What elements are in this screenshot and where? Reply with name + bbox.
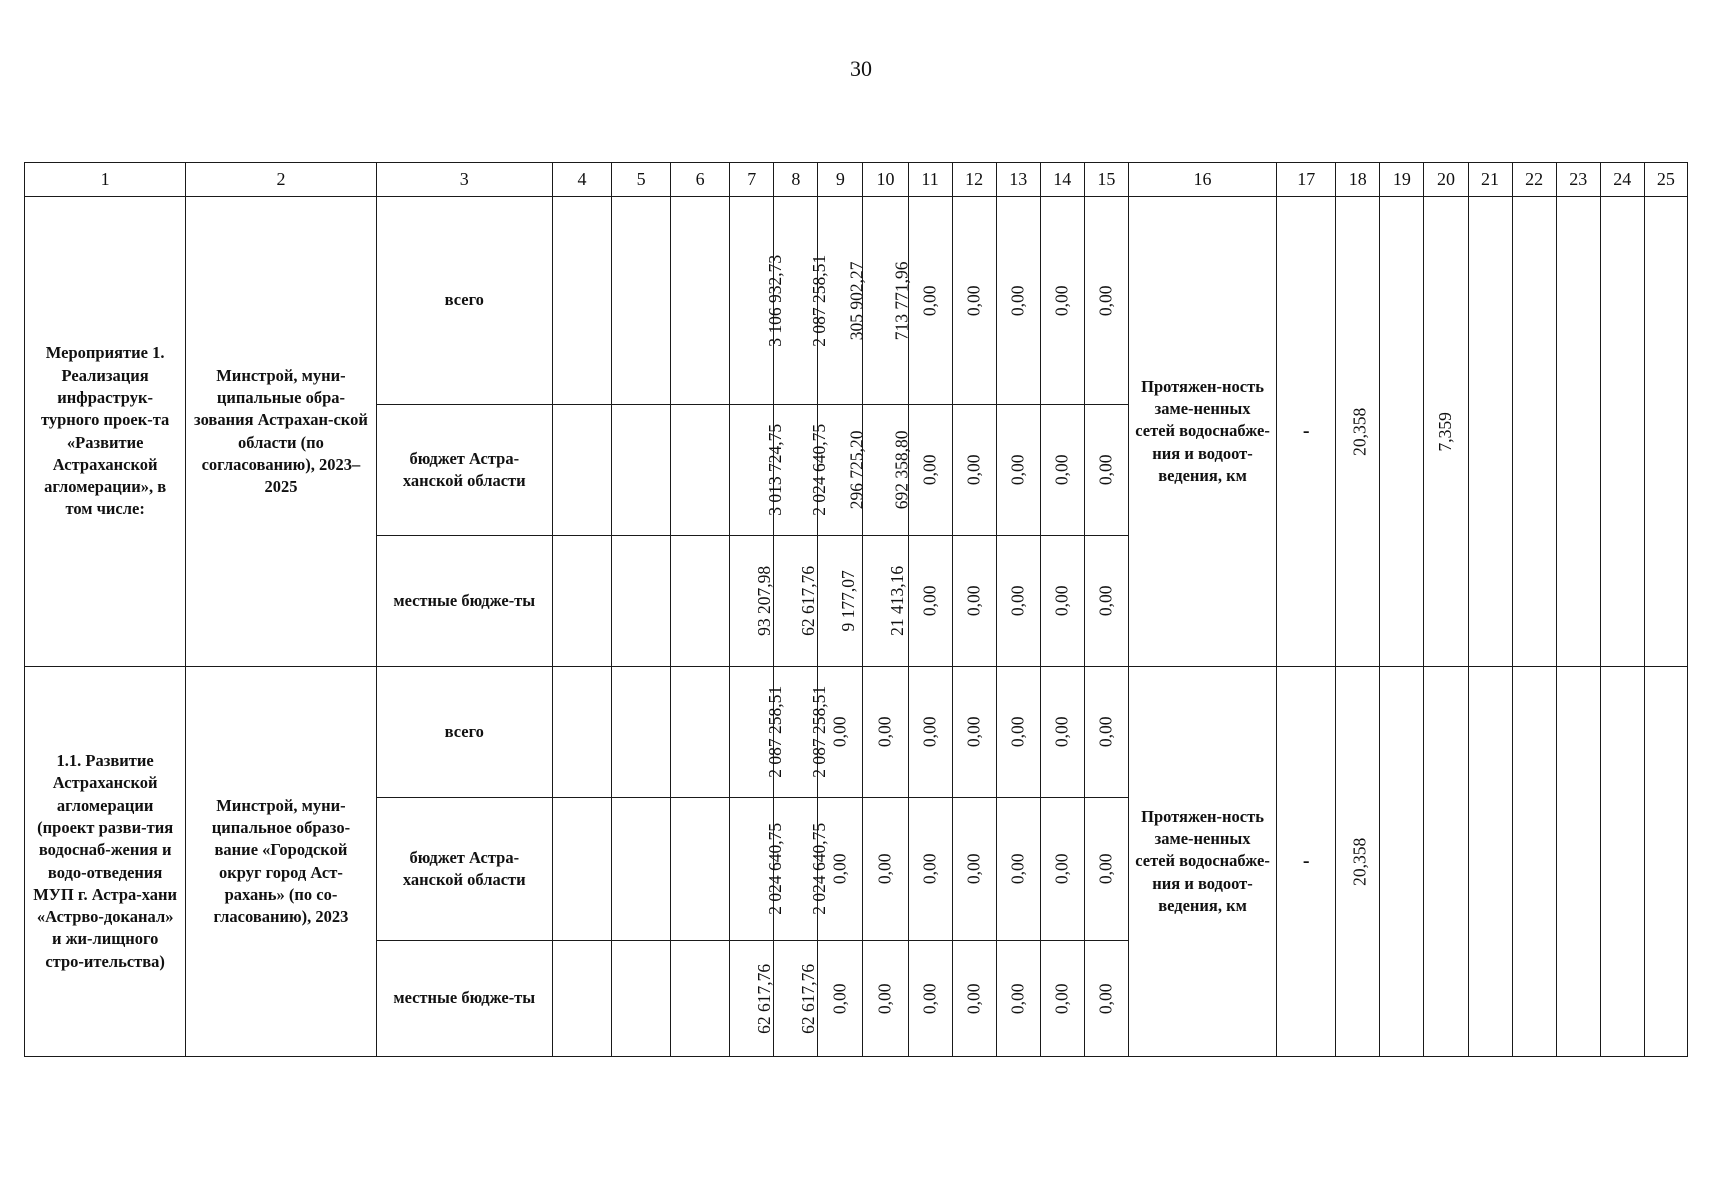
value-cell-text: 296 725,20 (846, 430, 867, 510)
value-cell (730, 667, 786, 798)
empty-cell (1512, 667, 1556, 1057)
col18-cell-text: 20,358 (1349, 407, 1370, 456)
value-cell-text: 0,00 (874, 853, 895, 885)
executor-cell: Минстрой, муни-ципальное образо-вание «Городской округ город Аст-рахань» (по со-гласованию), 2023 (186, 667, 376, 1057)
value-cell (996, 941, 1040, 1057)
value-cell (863, 405, 912, 536)
funding-source-cell: местные бюдже-ты (376, 536, 552, 667)
header-cell: 6 (671, 163, 730, 197)
value-cell (863, 941, 908, 1057)
header-row (25, 163, 1688, 197)
empty-cell (612, 405, 671, 536)
funding-source-cell: бюджет Астра-ханской области (376, 405, 552, 536)
value-cell (908, 405, 952, 536)
value-cell-text: 0,00 (1051, 716, 1072, 748)
value-cell-text: 0,00 (963, 716, 984, 748)
col20-cell (1424, 667, 1468, 1057)
empty-cell (1556, 667, 1600, 1057)
value-cell-text: 0,00 (1007, 853, 1028, 885)
value-cell-text: 0,00 (1095, 716, 1116, 748)
value-cell (863, 667, 908, 798)
value-cell-text: 0,00 (1007, 285, 1028, 316)
value-cell (908, 941, 952, 1057)
header-cell: 14 (1040, 163, 1084, 197)
value-cell (908, 667, 952, 798)
empty-cell (671, 197, 730, 405)
value-cell (1084, 536, 1128, 667)
empty-cell (552, 667, 611, 798)
empty-cell (612, 197, 671, 405)
table-row (25, 197, 1688, 405)
empty-cell (612, 941, 671, 1057)
value-cell (863, 536, 908, 667)
executor-cell: Минстрой, муни-ципальные обра-зования Астрахан-ской области (по согласованию), 2023–2025 (186, 197, 376, 667)
value-cell (996, 667, 1040, 798)
value-cell (818, 536, 863, 667)
value-cell (996, 405, 1040, 536)
header-cell: 5 (612, 163, 671, 197)
header-cell: 16 (1128, 163, 1276, 197)
value-cell (730, 197, 786, 405)
header-cell: 2 (186, 163, 376, 197)
empty-cell (612, 798, 671, 941)
header-cell: 17 (1277, 163, 1336, 197)
table-row (25, 667, 1688, 798)
value-cell-text: 0,00 (874, 716, 895, 748)
col20-cell (1424, 197, 1468, 667)
value-cell-text: 0,00 (963, 585, 984, 617)
value-cell (818, 941, 863, 1057)
value-cell-text: 0,00 (919, 285, 940, 316)
value-cell (774, 941, 818, 1057)
value-cell (730, 536, 774, 667)
empty-cell (1468, 197, 1512, 667)
header-cell: 7 (730, 163, 774, 197)
value-cell (1040, 536, 1084, 667)
col20-cell-text: 7,359 (1435, 411, 1456, 452)
value-cell-text: 2 087 258,51 (765, 686, 786, 778)
value-cell-text: 21 413,16 (887, 566, 908, 636)
value-cell (908, 536, 952, 667)
value-cell (1084, 197, 1128, 405)
empty-cell (552, 798, 611, 941)
value-cell-text: 0,00 (963, 454, 984, 486)
empty-cell (612, 536, 671, 667)
value-cell-text: 2 024 640,75 (765, 823, 786, 915)
header-cell: 23 (1556, 163, 1600, 197)
value-cell-text: 0,00 (1051, 454, 1072, 486)
value-cell-text: 0,00 (829, 853, 850, 885)
empty-cell (1512, 197, 1556, 667)
empty-cell (1644, 197, 1687, 667)
value-cell (1040, 667, 1084, 798)
empty-cell (1556, 197, 1600, 667)
value-cell (908, 197, 952, 405)
funding-source-cell: всего (376, 197, 552, 405)
col18-cell-text: 20,358 (1349, 837, 1370, 886)
value-cell (1084, 405, 1128, 536)
value-cell (952, 941, 996, 1057)
header-cell: 3 (376, 163, 552, 197)
page-number: 30 (850, 56, 872, 81)
value-cell-text: 0,00 (919, 716, 940, 748)
value-cell-text: 0,00 (963, 853, 984, 885)
empty-cell (552, 197, 611, 405)
header-cell: 24 (1600, 163, 1644, 197)
value-cell (952, 798, 996, 941)
header-cell: 22 (1512, 163, 1556, 197)
empty-cell (671, 798, 730, 941)
value-cell (952, 667, 996, 798)
header-cell: 25 (1644, 163, 1687, 197)
empty-cell (1600, 197, 1644, 667)
value-cell-text: 0,00 (1007, 716, 1028, 748)
value-cell-text: 0,00 (919, 585, 940, 617)
value-cell-text: 0,00 (919, 853, 940, 885)
col17-cell: - (1277, 197, 1336, 667)
event-cell: 1.1. Развитие Астраханской агломерации (проект разви-тия водоснаб-жения и водо-отведения МУП г. Астра-хани «Астрво-доканал» и жи-лищного стро-ительства) (25, 667, 186, 1057)
value-cell (1040, 798, 1084, 941)
header-cell: 20 (1424, 163, 1468, 197)
empty-cell (552, 405, 611, 536)
indicator-cell: Протяжен-ность заме-ненных сетей водоснабже-ния и водоот-ведения, км (1128, 197, 1276, 667)
value-cell-text: 0,00 (919, 454, 940, 486)
value-cell-text: 2 087 258,51 (809, 254, 830, 347)
value-cell-text: 0,00 (1007, 585, 1028, 617)
header-cell: 12 (952, 163, 996, 197)
value-cell (908, 798, 952, 941)
header-cell: 11 (908, 163, 952, 197)
header-cell: 4 (552, 163, 611, 197)
header-cell: 8 (774, 163, 818, 197)
header-cell: 10 (863, 163, 908, 197)
col19-cell (1380, 197, 1424, 667)
value-cell-text: 9 177,07 (838, 570, 859, 632)
value-cell-text: 0,00 (963, 285, 984, 316)
empty-cell (1644, 667, 1687, 1057)
value-cell (1040, 405, 1084, 536)
empty-cell (671, 536, 730, 667)
empty-cell (671, 667, 730, 798)
value-cell (730, 941, 774, 1057)
value-cell (863, 197, 912, 405)
empty-cell (1468, 667, 1512, 1057)
value-cell-text: 2 024 640,75 (809, 823, 830, 915)
header-cell: 21 (1468, 163, 1512, 197)
value-cell (996, 197, 1040, 405)
value-cell-text: 0,00 (919, 983, 940, 1014)
header-cell: 13 (996, 163, 1040, 197)
value-cell-text: 2 024 640,75 (809, 424, 830, 516)
col19-cell (1380, 667, 1424, 1057)
value-cell-text: 0,00 (874, 983, 895, 1014)
indicator-cell: Протяжен-ность заме-ненных сетей водоснабже-ния и водоот-ведения, км (1128, 667, 1276, 1057)
value-cell-text: 0,00 (1095, 285, 1116, 316)
value-cell-text: 2 087 258,51 (809, 686, 830, 778)
value-cell (730, 405, 786, 536)
col18-cell (1336, 197, 1380, 667)
value-cell-text: 0,00 (1051, 853, 1072, 885)
header-cell: 1 (25, 163, 186, 197)
value-cell-text: 713 771,96 (892, 261, 912, 340)
value-cell (774, 536, 818, 667)
value-cell-text: 62 617,76 (798, 963, 819, 1034)
value-cell-text: 0,00 (1051, 983, 1072, 1014)
value-cell (1084, 941, 1128, 1057)
header-cell: 15 (1084, 163, 1128, 197)
col17-cell: - (1277, 667, 1336, 1057)
value-cell (996, 536, 1040, 667)
event-cell: Мероприятие 1. Реализация инфраструк-турного проек-та «Развитие Астраханской агломерации», в том числе: (25, 197, 186, 667)
value-cell (1040, 197, 1084, 405)
value-cell-text: 0,00 (1095, 454, 1116, 486)
value-cell (863, 798, 908, 941)
value-cell (952, 405, 996, 536)
header-cell: 19 (1380, 163, 1424, 197)
header-cell: 18 (1336, 163, 1380, 197)
value-cell-text: 62 617,76 (798, 566, 819, 636)
empty-cell (552, 941, 611, 1057)
program-table (24, 162, 1688, 1057)
empty-cell (552, 536, 611, 667)
value-cell-text: 0,00 (1051, 285, 1072, 316)
value-cell-text: 93 207,98 (754, 566, 775, 636)
empty-cell (1600, 667, 1644, 1057)
value-cell-text: 3 013 724,75 (765, 424, 786, 516)
value-cell (1084, 798, 1128, 941)
value-cell-text: 0,00 (1051, 585, 1072, 617)
value-cell-text: 0,00 (829, 983, 850, 1014)
value-cell (1084, 667, 1128, 798)
value-cell-text: 3 106 932,73 (765, 254, 786, 347)
value-cell-text: 692 358,80 (892, 430, 912, 510)
value-cell (952, 536, 996, 667)
value-cell-text: 305 902,27 (846, 261, 867, 340)
value-cell (952, 197, 996, 405)
value-cell-text: 0,00 (1007, 454, 1028, 486)
value-cell-text: 0,00 (1095, 983, 1116, 1014)
col18-cell (1336, 667, 1380, 1057)
header-cell: 9 (818, 163, 863, 197)
value-cell-text: 62 617,76 (754, 963, 775, 1034)
value-cell (996, 798, 1040, 941)
value-cell-text: 0,00 (1095, 853, 1116, 885)
empty-cell (671, 405, 730, 536)
value-cell (1040, 941, 1084, 1057)
value-cell-text: 0,00 (829, 716, 850, 748)
value-cell-text: 0,00 (1007, 983, 1028, 1014)
value-cell (730, 798, 786, 941)
value-cell-text: 0,00 (1095, 585, 1116, 617)
funding-source-cell: местные бюдже-ты (376, 941, 552, 1057)
funding-source-cell: бюджет Астра-ханской области (376, 798, 552, 941)
funding-source-cell: всего (376, 667, 552, 798)
empty-cell (612, 667, 671, 798)
empty-cell (671, 941, 730, 1057)
value-cell-text: 0,00 (963, 983, 984, 1014)
